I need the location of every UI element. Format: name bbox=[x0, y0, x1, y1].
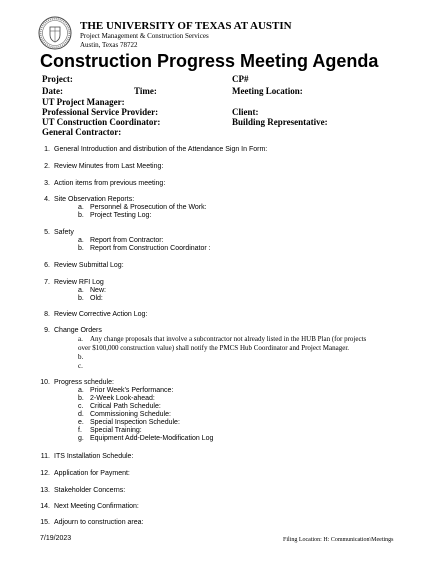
university-name: THE UNIVERSITY OF TEXAS AT AUSTIN bbox=[80, 20, 292, 32]
agenda-item: 8. Review Corrective Action Log: bbox=[44, 311, 148, 318]
agenda-sub-item: a. Report from Contractor: bbox=[78, 237, 164, 244]
meeting-location-label: Meeting Location: bbox=[232, 86, 303, 96]
agenda-item: 14. Next Meeting Confirmation: bbox=[40, 503, 139, 510]
agenda-item: 4. Site Observation Reports: bbox=[44, 196, 135, 203]
agenda-sub-item: b. Old: bbox=[78, 295, 103, 302]
address: Austin, Texas 78722 bbox=[80, 41, 138, 49]
agenda-sub-item: c. Critical Path Schedule: bbox=[78, 403, 161, 410]
agenda-sub-item: e. Special Inspection Schedule: bbox=[78, 419, 180, 426]
agenda-item: 9. Change Orders bbox=[44, 327, 102, 334]
agenda-item: 15. Adjourn to construction area: bbox=[40, 519, 144, 526]
agenda-sub-item: a. Personnel & Prosecution of the Work: bbox=[78, 204, 207, 211]
agenda-item: 7. Review RFI Log bbox=[44, 279, 104, 286]
agenda-sub-item: b. Project Testing Log: bbox=[78, 212, 152, 219]
ut-project-manager-label: UT Project Manager: bbox=[42, 97, 125, 107]
client-label: Client: bbox=[232, 107, 259, 117]
project-label: Project: bbox=[42, 74, 73, 84]
agenda-sub-item: g. Equipment Add-Delete-Modification Log bbox=[78, 435, 214, 442]
footer-date: 7/19/2023 bbox=[40, 535, 72, 542]
page-title: Construction Progress Meeting Agenda bbox=[40, 51, 379, 71]
footer-filing-location: Filing Location: H: Communication\Meetings bbox=[283, 537, 394, 543]
professional-service-provider-label: Professional Service Provider: bbox=[42, 107, 159, 117]
agenda-sub-item: d. Commissioning Schedule: bbox=[78, 411, 171, 418]
change-order-b: b. bbox=[78, 353, 84, 361]
agenda-sub-item: b. Report from Construction Coordinator : bbox=[78, 245, 211, 252]
agenda-sub-item: f. Special Training: bbox=[78, 427, 142, 434]
change-order-note-cont: over $100,000 construction value) shall notify the PMCS Hub Coordinator and Project Manager. bbox=[78, 344, 350, 352]
agenda-item: 3. Action items from previous meeting: bbox=[44, 180, 166, 187]
change-order-c: c. bbox=[78, 362, 83, 370]
agenda-item: 1. General Introduction and distribution of the Attendance Sign In Form: bbox=[44, 146, 268, 153]
agenda-item: 12. Application for Payment: bbox=[40, 470, 130, 477]
agenda-item: 2. Review Minutes from Last Meeting: bbox=[44, 163, 164, 170]
agenda-sub-item: a. New: bbox=[78, 287, 106, 294]
change-order-note: a. Any change proposals that involve a subcontractor not already listed in the HUB Plan (for projects bbox=[78, 335, 367, 343]
agenda-sub-item: a. Prior Week’s Performance: bbox=[78, 387, 174, 394]
building-representative-label: Building Representative: bbox=[232, 117, 328, 127]
general-contractor-label: General Contractor: bbox=[42, 127, 122, 137]
agenda-item: 11. ITS Installation Schedule: bbox=[40, 453, 134, 460]
agenda-item: 5. Safety bbox=[44, 229, 74, 236]
university-header bbox=[80, 20, 292, 50]
cp-label: CP# bbox=[232, 74, 249, 84]
university-seal-icon bbox=[38, 16, 72, 50]
agenda-sub-item: b. 2-Week Look-ahead: bbox=[78, 395, 155, 402]
time-label: Time: bbox=[134, 86, 157, 96]
department-name: Project Management & Construction Services bbox=[80, 32, 209, 40]
agenda-item: 13. Stakeholder Concerns: bbox=[40, 487, 126, 494]
agenda-item: 10. Progress schedule: bbox=[40, 379, 114, 386]
agenda-item: 6. Review Submittal Log: bbox=[44, 262, 124, 269]
ut-construction-coordinator-label: UT Construction Coordinator: bbox=[42, 117, 161, 127]
date-label: Date: bbox=[42, 86, 63, 96]
